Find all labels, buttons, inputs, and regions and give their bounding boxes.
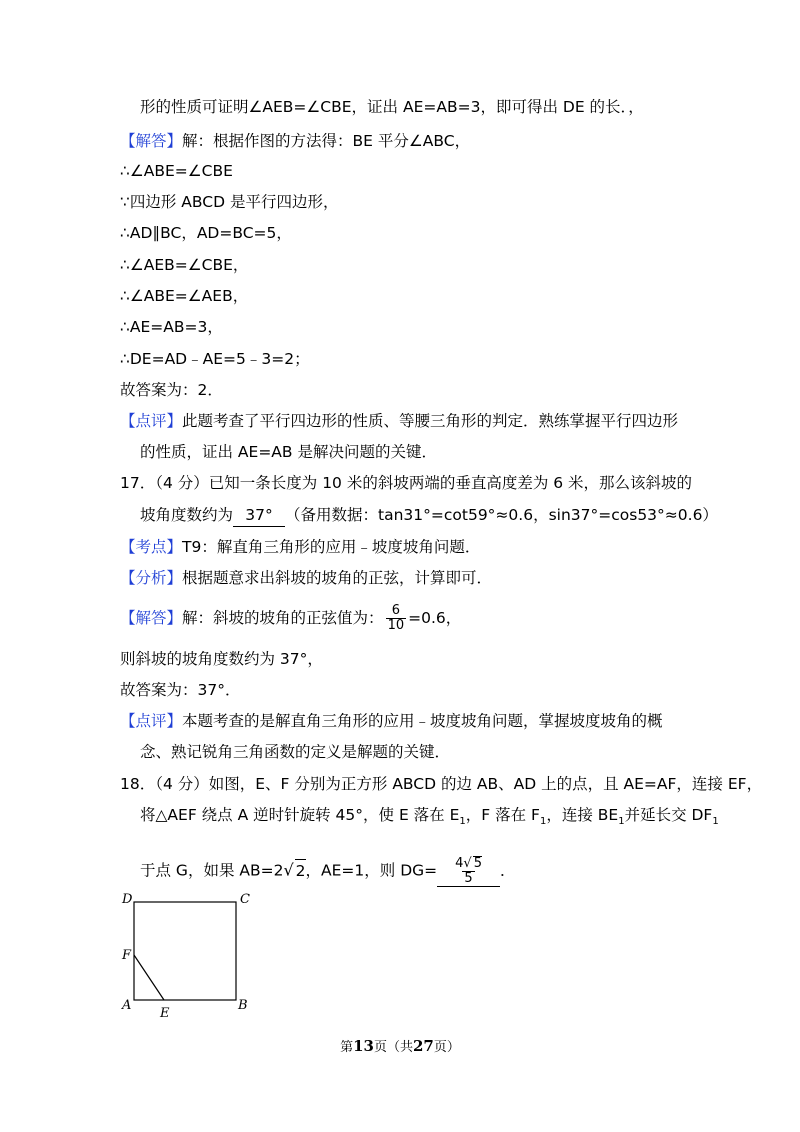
text-line: 的性质，证出 AE=AB 是解决问题的关键． (140, 443, 437, 461)
label-a: A (122, 998, 132, 1013)
subscript: 1 (712, 816, 719, 828)
text-span: =0.6， (408, 609, 462, 627)
answer-blank: 37° (233, 504, 285, 527)
page-number: 13 (353, 1037, 374, 1055)
tag-dianping: 点评 (135, 412, 167, 430)
text-span: 解：根据作图的方法得：BE 平分∠ABC， (182, 132, 471, 150)
sqrt-icon: √ (463, 856, 472, 871)
text-line: ∵四边形 ABCD 是平行四边形， (120, 193, 339, 211)
subscript: 1 (618, 816, 625, 828)
answer-blank (437, 856, 500, 887)
fraction (386, 604, 407, 633)
text-line: ∴∠ABE=∠AEB， (120, 287, 249, 305)
text-span: ，F 落在 F (465, 806, 540, 824)
text-line: 故答案为：2． (120, 381, 223, 399)
tag-dianping: 点评 (135, 712, 167, 730)
question-18-line2 (140, 804, 719, 833)
text-span: ，连接 BE (546, 806, 619, 824)
text-span: 此题考查了平行四边形的性质、等腰三角形的判定．熟练掌握平行四边形 (182, 412, 679, 430)
text-span: 第 (340, 1040, 354, 1055)
text-span: （备用数据：tan31°=cot59°≈0.6，sin37°=cos53°≈0.6） (285, 506, 718, 524)
fraction-denominator: 10 (387, 618, 405, 633)
square-figure (112, 890, 262, 1025)
segment-ef (134, 955, 164, 1000)
label-b: B (238, 998, 248, 1013)
page-footer (0, 1036, 800, 1055)
question-18: 18．（4 分）如图，E、F 分别为正方形 ABCD 的边 AB、AD 上的点，且 AE=AF，连接 EF， (120, 775, 763, 793)
text-line: 形的性质可证明∠AEB=∠CBE，证出 AE=AB=3，即可得出 DE 的长．， (140, 98, 644, 116)
text-line: 则斜坡的坡角度数约为 37°， (120, 650, 323, 668)
question-17-line2 (140, 504, 718, 527)
question-18-line3 (140, 856, 516, 887)
answer-line: 【解答】解：根据作图的方法得：BE 平分∠ABC， (120, 132, 471, 150)
text-span: 解：斜坡的坡角的正弦值为： (182, 609, 384, 627)
kaodian-line: 【考点】T9：解直角三角形的应用﹣坡度坡角问题． (120, 538, 481, 556)
label-d: D (122, 892, 133, 907)
comment-line-2: 【点评】本题考查的是解直角三角形的应用﹣坡度坡角问题，掌握坡度坡角的概 (120, 712, 663, 730)
text-span: 将△AEF 绕点 A 逆时针旋转 45°，使 E 落在 E (140, 806, 460, 824)
text-line: 故答案为：37°． (120, 681, 241, 699)
fraction-numerator: 6 (391, 603, 400, 618)
tag-kaodian: 考点 (135, 538, 167, 556)
subscript: 1 (459, 816, 466, 828)
text-span: 页） (433, 1040, 460, 1055)
coefficient: 4 (455, 856, 464, 871)
text-line: ∴AD∥BC，AD=BC=5， (120, 224, 292, 242)
page-total: 27 (413, 1037, 434, 1055)
text-span: T9：解直角三角形的应用﹣坡度坡角问题． (182, 538, 481, 556)
radicand: 2 (295, 859, 306, 882)
fraction-denominator: 5 (464, 871, 473, 886)
text-span: ，AE=1，则 DG= (305, 861, 438, 880)
subscript: 1 (539, 816, 547, 828)
fraction-numerator (453, 856, 484, 871)
text-line: ∴DE=AD﹣AE=5﹣3=2； (120, 350, 310, 368)
text-span: ． (500, 861, 516, 880)
tag-jieda: 解答 (135, 132, 167, 150)
text-span: 并延长交 DF (624, 806, 713, 824)
sqrt-icon: √ (283, 860, 294, 880)
text-span: 坡角度数约为 (140, 506, 234, 524)
radicand: 5 (473, 856, 482, 871)
tag-jieda: 解答 (135, 609, 167, 627)
text-line: ∴∠AEB=∠CBE， (120, 256, 249, 274)
text-line: ∴AE=AB=3， (120, 318, 223, 336)
question-17: 17．（4 分）已知一条长度为 10 米的斜坡两端的垂直高度差为 6 米，那么该斜坡的 (120, 474, 693, 492)
square-abcd (134, 902, 236, 1000)
text-line: 念、熟记锐角三角函数的定义是解题的关键． (140, 743, 451, 761)
answer-line-2: 【解答】解：斜坡的坡角的正弦值为： $\frac{6}{10}$ =0.6， (120, 603, 462, 633)
label-f: F (122, 948, 132, 963)
text-span: 本题考查的是解直角三角形的应用﹣坡度坡角问题，掌握坡度坡角的概 (182, 712, 663, 730)
fraction (453, 856, 484, 886)
comment-line: 【点评】此题考查了平行四边形的性质、等腰三角形的判定．熟练掌握平行四边形 (120, 412, 679, 430)
fenxi-line: 【分析】根据题意求出斜坡的坡角的正弦，计算即可． (120, 569, 493, 587)
label-c: C (240, 892, 250, 907)
label-e: E (160, 1006, 170, 1021)
text-span: 根据题意求出斜坡的坡角的正弦，计算即可． (182, 569, 493, 587)
text-span: 于点 G，如果 AB=2 (140, 861, 284, 880)
text-line: ∴∠ABE=∠CBE (120, 162, 233, 180)
text-span: 页（共 (373, 1040, 413, 1055)
tag-fenxi: 分析 (135, 569, 167, 587)
